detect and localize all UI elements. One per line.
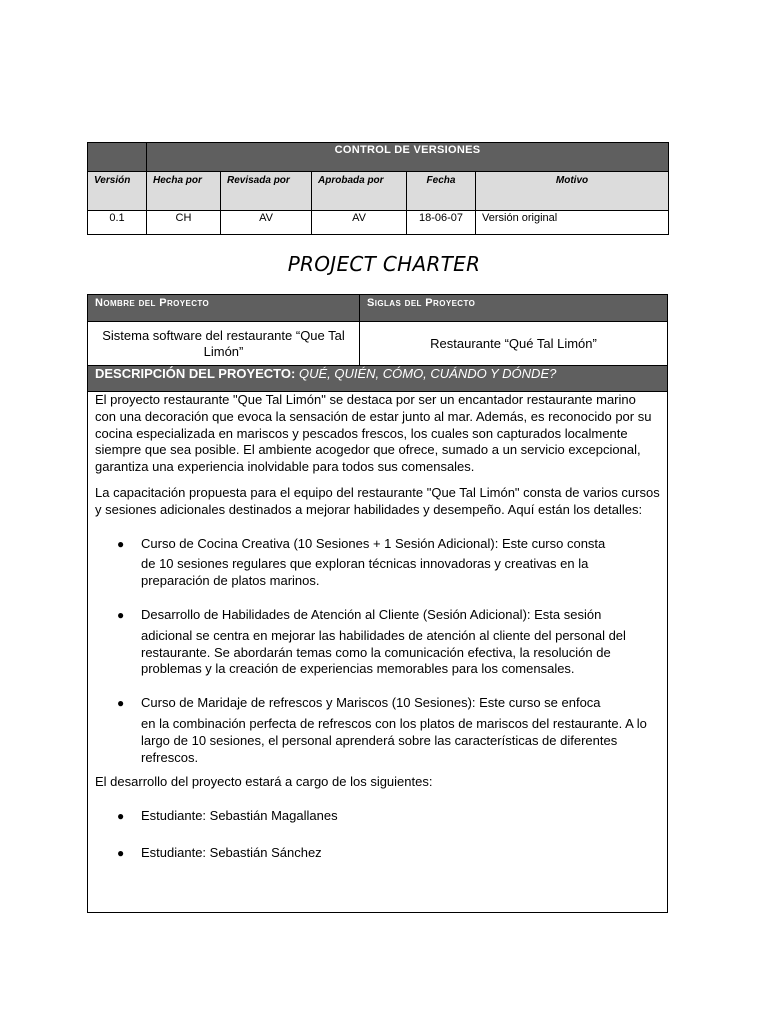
course-detail: de 10 sesiones regulares que exploran técnicas innovadoras y creativas en la preparación de platos marinos.: [141, 556, 589, 589]
cell-hecha: CH: [147, 211, 221, 235]
list-item: [95, 536, 660, 590]
list-item: [95, 607, 660, 678]
project-name-header: Nombre del Proyecto: [88, 295, 360, 321]
table-row: [88, 211, 669, 235]
list-item: [95, 695, 660, 766]
description-header: [88, 366, 667, 392]
col-header-version: Versión: [88, 172, 147, 211]
project-acronym-value: Restaurante “Qué Tal Limón”: [430, 335, 597, 351]
col-header-fecha: Fecha: [407, 172, 476, 211]
col-header-revisada: Revisada por: [221, 172, 312, 211]
col-header-hecha: Hecha por: [147, 172, 221, 211]
description-paragraph-1: El proyecto restaurante "Que Tal Limón" se destaca por ser un encantador restaurante marino con una decoración que evoca la sensación de estar junto al mar. Además, es reconocido por su cocina especializada en mariscos y pescados frescos, los cuales son capturados localmente siempre que sea posible. El ambiente acogedor que ofrece, sumado a un servicio excepcional, garantiza una experiencia inolvidable para todos sus comensales.: [95, 392, 652, 475]
cell-aprobada: AV: [312, 211, 407, 235]
project-header-row: [88, 295, 667, 322]
student-name: Estudiante: Sebastián Sánchez: [141, 844, 322, 860]
description-paragraph-2: La capacitación propuesta para el equipo del restaurante "Que Tal Limón" consta de varios cursos y sesiones adicionales destinados a mejorar habilidades y desempeño. Aquí están los detalles:: [95, 484, 660, 517]
list-item: [95, 808, 660, 825]
description-header-italic: QUÉ, QUIÉN, CÓMO, CUÁNDO Y DÓNDE?: [298, 366, 557, 381]
course-title-line: Curso de Maridaje de refrescos y Mariscos (10 Sesiones): Este curso se enfoca: [141, 695, 601, 711]
cell-revisada: AV: [221, 211, 312, 235]
student-list: [95, 808, 660, 862]
course-title-line: Desarrollo de Habilidades de Atención al Cliente (Sesión Adicional): Esta sesión: [141, 606, 602, 622]
description-paragraph-3: El desarrollo del proyecto estará a cargo de los siguientes:: [95, 774, 433, 790]
project-name-value: Sistema software del restaurante “Que Tal Limón”: [88, 322, 360, 365]
bullet-icon: ●: [117, 607, 125, 622]
col-header-motivo: Motivo: [476, 172, 669, 211]
cell-version: 0.1: [88, 211, 147, 235]
cell-fecha: 18-06-07: [407, 211, 476, 235]
cell-motivo: Versión original: [476, 211, 669, 235]
project-table: [87, 294, 668, 913]
course-detail: en la combinación perfecta de refrescos con los platos de mariscos del restaurante. A lo largo de 10 sesiones, el personal aprenderá sobre las características de diferentes refrescos.: [141, 715, 647, 765]
bullet-icon: ●: [117, 536, 125, 551]
bullet-icon: ●: [117, 809, 125, 824]
course-list: [95, 536, 660, 767]
project-values-row: [88, 322, 667, 366]
list-item: [95, 845, 660, 862]
project-acronym-header: Siglas del Proyecto: [367, 297, 476, 309]
course-detail: adicional se centra en mejorar las habilidades de atención al cliente del personal del restaurante. Se abordarán temas como la comunicación efectiva, la resolución de problemas y la creación de experiencias memorables para los comensales.: [141, 627, 626, 677]
bullet-icon: ●: [117, 696, 125, 711]
page-title: PROJECT CHARTER: [287, 252, 481, 276]
course-title-line: Curso de Cocina Creativa (10 Sesiones + 1 Sesión Adicional): Este curso consta: [141, 535, 606, 551]
description-header-bold: DESCRIPCIÓN DEL PROYECTO:: [95, 366, 296, 381]
version-control-corner: [88, 143, 147, 172]
version-control-table: [87, 142, 669, 235]
col-header-aprobada: Aprobada por: [312, 172, 407, 211]
description-body: [88, 392, 667, 862]
bullet-icon: ●: [117, 845, 125, 860]
version-control-title: CONTROL DE VERSIONES: [147, 143, 669, 172]
student-name: Estudiante: Sebastián Magallanes: [141, 808, 338, 824]
